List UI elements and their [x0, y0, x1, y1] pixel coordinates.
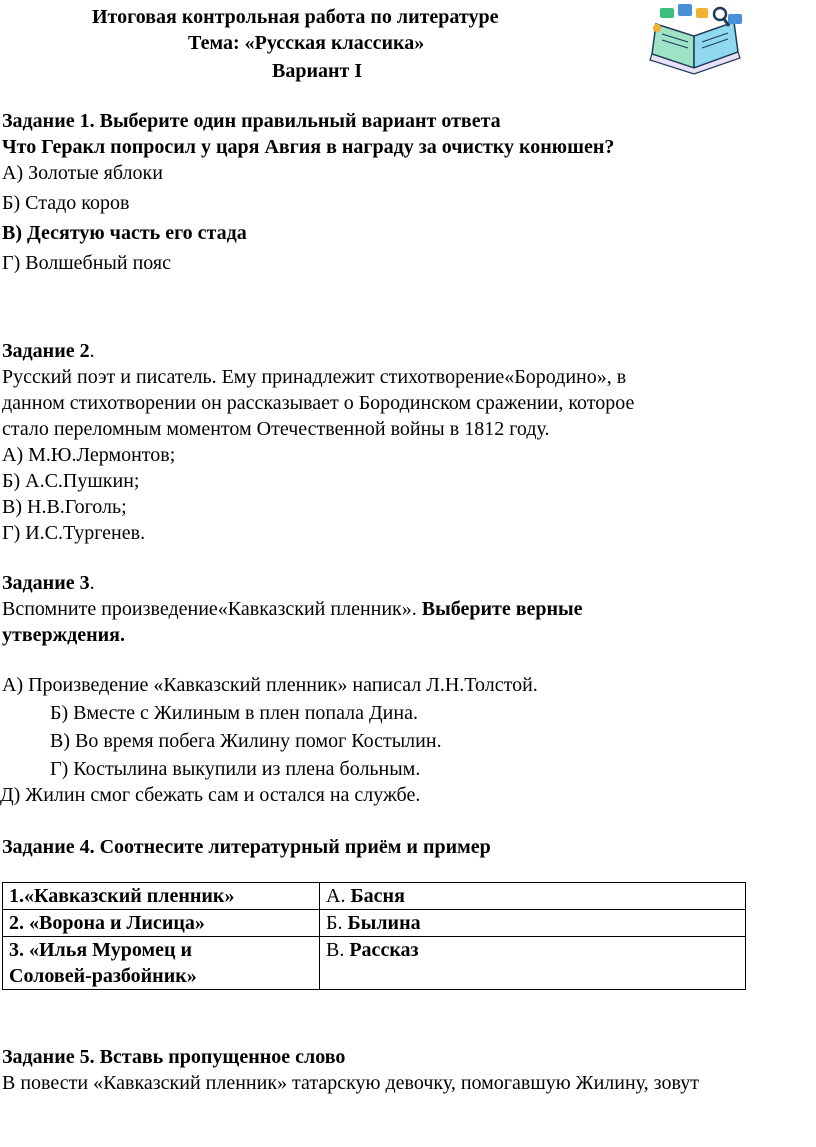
book-with-chat-bubbles-icon — [642, 2, 750, 82]
task3-heading-text: Задание 3 — [2, 572, 90, 594]
task3-option-b: Б) Вместе с Жилиным в плен попала Дина. — [50, 702, 418, 724]
task5-text: В повести «Кавказский пленник» татарскую девочку, помогавшую Жилину, зовут — [2, 1072, 699, 1094]
task2-heading-dot: . — [89, 340, 95, 362]
task3-option-c: В) Во время побега Жилину помог Костылин. — [50, 730, 442, 752]
answer-letter: А. — [326, 885, 351, 907]
task2-option-b: Б) А.С.Пушкин; — [2, 470, 140, 492]
task4-heading: Задание 4. Соотнесите литературный приём и пример — [2, 836, 491, 858]
table-cell-left — [3, 937, 320, 990]
task5-heading: Задание 5. Вставь пропущенное слово — [2, 1046, 346, 1068]
task2-option-c: В) Н.В.Гоголь; — [2, 496, 127, 518]
task1-option-d: Г) Волшебный пояс — [2, 252, 171, 274]
answer-letter: В. — [326, 939, 350, 961]
table-cell-right — [320, 883, 746, 910]
task2-option-d: Г) И.С.Тургенев. — [2, 522, 146, 544]
answer-letter: Б. — [326, 912, 348, 934]
table-cell-right — [320, 937, 746, 990]
task3-option-e: Д) Жилин смог сбежать сам и остался на службе. — [0, 784, 421, 806]
table-cell-left: 1.«Кавказский пленник» — [3, 883, 320, 910]
matching-table — [2, 882, 746, 990]
header-line-3: Вариант I — [272, 60, 363, 82]
task1-option-b: Б) Стадо коров — [2, 192, 130, 214]
task1-option-c: В) Десятую часть его стада — [2, 222, 247, 244]
header-line-2: Тема: «Русская классика» — [188, 32, 425, 54]
task2-text-line: стало переломным моментом Отечественной войны в 1812 году. — [2, 418, 550, 440]
table-row — [3, 883, 746, 910]
task1-heading: Задание 1. Выберите один правильный вариант ответа — [2, 110, 501, 132]
cell-line: 3. «Илья Муромец и — [9, 939, 193, 961]
task3-option-a: А) Произведение «Кавказский пленник» написал Л.Н.Толстой. — [2, 674, 538, 696]
task3-prompt-bold-2: утверждения. — [2, 624, 125, 646]
header-line-1: Итоговая контрольная работа по литературе — [92, 6, 499, 28]
task3-option-d: Г) Костылина выкупили из плена больным. — [50, 758, 421, 780]
task2-heading — [2, 338, 95, 364]
task2-text-line: Русский поэт и писатель. Ему принадлежит стихотворение«Бородино», в — [2, 366, 627, 388]
task3-prompt-text: Вспомните произведение«Кавказский пленник». — [2, 598, 417, 620]
table-cell-right — [320, 910, 746, 937]
task3-heading-dot: . — [89, 572, 95, 594]
table-cell-left: 2. «Ворона и Лисица» — [3, 910, 320, 937]
task3-prompt — [2, 596, 583, 622]
task2-option-a: А) М.Ю.Лермонтов; — [2, 444, 176, 466]
table-row — [3, 910, 746, 937]
task3-prompt-bold: Выберите верные — [421, 598, 583, 620]
task3-heading — [2, 570, 95, 596]
cell-line: Соловей-разбойник» — [9, 965, 197, 987]
answer-text: Басня — [350, 885, 405, 907]
task2-heading-text: Задание 2 — [2, 340, 90, 362]
task1-question: Что Геракл попросил у царя Авгия в награду за очистку конюшен? — [2, 136, 615, 158]
answer-text: Рассказ — [349, 939, 419, 961]
answer-text: Былина — [347, 912, 421, 934]
task1-option-a: А) Золотые яблоки — [2, 162, 163, 184]
table-row — [3, 937, 746, 990]
task2-text-line: данном стихотворении он рассказывает о Бородинском сражении, которое — [2, 392, 635, 414]
